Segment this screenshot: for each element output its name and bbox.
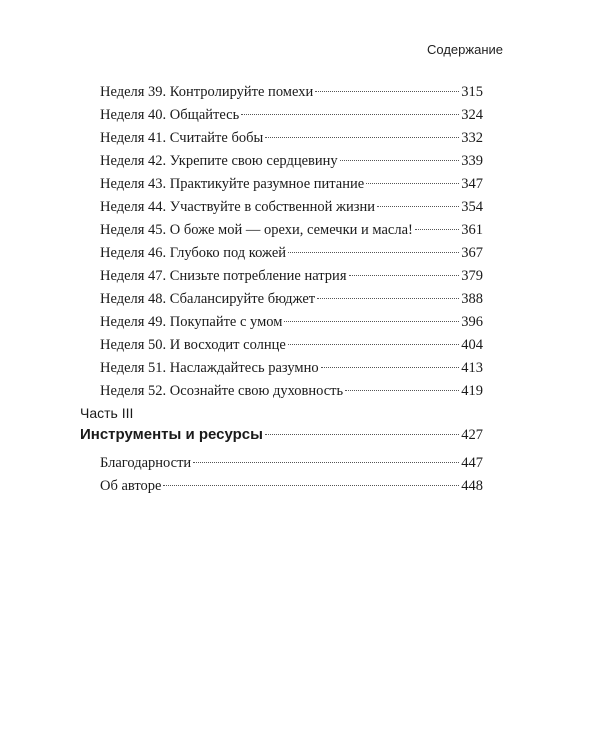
toc-entry-title: Неделя 45. О боже мой — орехи, семечки и масла!: [100, 222, 413, 238]
toc-entry-title: Неделя 39. Контролируйте помехи: [100, 84, 314, 100]
toc-entry-week-46[interactable]: [100, 242, 483, 264]
toc-entry-week-51[interactable]: [100, 357, 483, 379]
toc-entry-page: 315: [461, 84, 483, 100]
dot-leader: [193, 462, 459, 463]
dot-leader: [366, 183, 459, 184]
toc-entry-title: Благодарности: [100, 455, 192, 471]
toc-entry-page: 448: [461, 478, 483, 494]
toc-entry-page: 419: [461, 383, 483, 399]
dot-leader: [340, 160, 460, 161]
toc-entry-title: Неделя 42. Укрепите свою сердцевину: [100, 153, 338, 169]
toc-entry-title: Неделя 51. Наслаждайтесь разумно: [100, 360, 319, 376]
toc-entry-title: Неделя 47. Снизьте потребление натрия: [100, 268, 347, 284]
toc-entry-acknowledgements[interactable]: [100, 452, 483, 474]
toc-entry-title: Неделя 43. Практикуйте разумное питание: [100, 176, 365, 192]
toc-entry-week-45[interactable]: [100, 219, 483, 241]
toc-entry-page: 361: [461, 222, 483, 238]
toc-entry-part-3[interactable]: [80, 424, 483, 446]
dot-leader: [265, 137, 459, 138]
toc-entry-week-42[interactable]: [100, 150, 483, 172]
toc-entry-about-author[interactable]: [100, 475, 483, 497]
toc-entry-week-43[interactable]: [100, 173, 483, 195]
dot-leader: [345, 390, 459, 391]
toc-entry-page: 396: [461, 314, 483, 330]
toc-entry-week-49[interactable]: [100, 311, 483, 333]
toc-entry-page: 332: [461, 130, 483, 146]
toc-entry-page: 379: [461, 268, 483, 284]
toc-entry-page: 388: [461, 291, 483, 307]
dot-leader: [288, 252, 459, 253]
toc-entry-title: Неделя 44. Участвуйте в собственной жизни: [100, 199, 376, 215]
toc-entry-week-41[interactable]: [100, 127, 483, 149]
toc-entry-page: 413: [461, 360, 483, 376]
toc-entry-title: Неделя 41. Считайте бобы: [100, 130, 264, 146]
toc-entry-title: Об авторе: [100, 478, 162, 494]
toc-entry-week-47[interactable]: [100, 265, 483, 287]
toc-entry-week-40[interactable]: [100, 104, 483, 126]
toc-entry-title: Неделя 40. Общайтесь: [100, 107, 240, 123]
dot-leader: [415, 229, 459, 230]
dot-leader: [265, 434, 459, 435]
toc-entry-page: 339: [461, 153, 483, 169]
toc-entry-title: Неделя 49. Покупайте с умом: [100, 314, 283, 330]
toc-entry-week-50[interactable]: [100, 334, 483, 356]
toc-entry-week-44[interactable]: [100, 196, 483, 218]
part-label: Часть III: [80, 405, 134, 421]
toc-entry-week-39[interactable]: [100, 81, 483, 103]
toc-entry-page: 404: [461, 337, 483, 353]
toc-entry-page: 447: [461, 455, 483, 471]
dot-leader: [284, 321, 459, 322]
dot-leader: [377, 206, 459, 207]
toc-entry-week-52[interactable]: [100, 380, 483, 402]
dot-leader: [241, 114, 459, 115]
dot-leader: [163, 485, 459, 486]
toc-entry-page: 354: [461, 199, 483, 215]
toc-entry-page: 347: [461, 176, 483, 192]
dot-leader: [288, 344, 459, 345]
dot-leader: [315, 91, 459, 92]
dot-leader: [317, 298, 459, 299]
dot-leader: [349, 275, 460, 276]
dot-leader: [321, 367, 460, 368]
toc-entry-title: Неделя 50. И восходит солнце: [100, 337, 286, 353]
toc-entry-title: Неделя 48. Сбалансируйте бюджет: [100, 291, 316, 307]
running-head: Содержание: [427, 42, 503, 57]
toc-entry-page: 324: [461, 107, 483, 123]
toc-entry-page: 367: [461, 245, 483, 261]
toc-entry-title: Неделя 46. Глубоко под кожей: [100, 245, 287, 261]
toc-entry-page: 427: [461, 427, 483, 443]
part-title: Инструменты и ресурсы: [80, 426, 263, 443]
toc-entry-title: Неделя 52. Осознайте свою духовность: [100, 383, 344, 399]
toc-entry-week-48[interactable]: [100, 288, 483, 310]
